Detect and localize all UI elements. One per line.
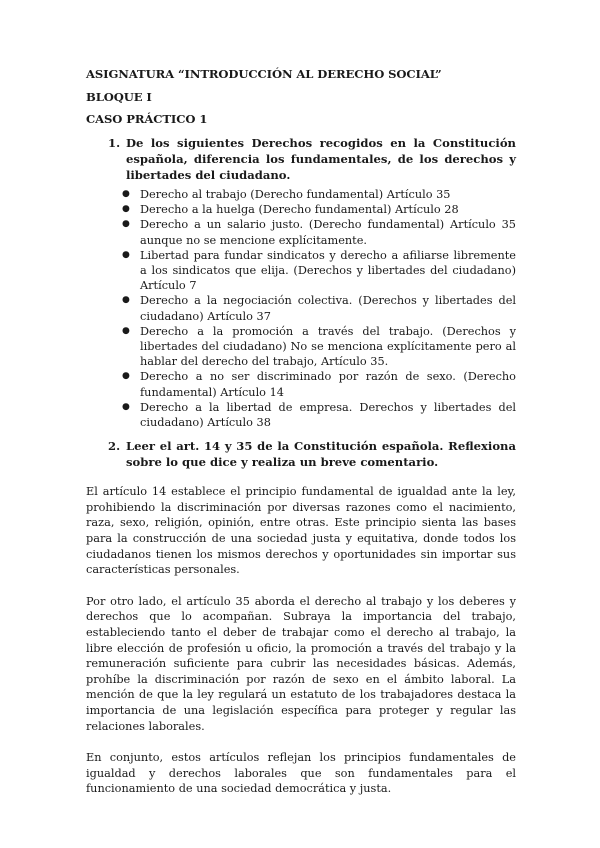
paragraph-article-14: El artículo 14 establece el principio fundamental de igualdad ante la ley, prohibiendo la discriminación por diversas razones como el nacimiento, raza, sexo, religión, opinión, entre otras. Este principio sienta las bases para la construcción de una sociedad justa y equitativa, donde todos los ciudadanos tienen los mismos derechos y oportunidades sin importar sus características personales. (86, 485, 516, 577)
list-item (122, 248, 516, 294)
list-item (122, 324, 516, 370)
bullet-icon: ● (122, 401, 130, 412)
subject-title: ASIGNATURA “INTRODUCCIÓN AL DERECHO SOCIAL” (86, 67, 442, 81)
list-item-text: Derecho a la promoción a través del trabajo. (Derechos y libertades del ciudadano) No se menciona explícitamente pero al hablar del derecho del trabajo, Artículo 35. (140, 324, 516, 369)
bullet-icon: ● (122, 249, 130, 260)
question-2 (108, 438, 516, 470)
bullet-icon: ● (122, 325, 130, 336)
bullet-icon: ● (122, 219, 130, 230)
list-item (122, 217, 516, 247)
paragraph-conclusion: En conjunto, estos artículos reflejan los principios fundamentales de igualdad y derechos laborales que son fundamentales para el funcionamiento de una sociedad democrática y justa. (86, 751, 516, 796)
list-item (122, 187, 516, 202)
list-item (122, 293, 516, 323)
question-1-text: De los siguientes Derechos recogidos en la Constitución española, diferencia los fundamentales, de los derechos y libertades del ciudadano. (126, 136, 516, 182)
question-1-number: 1. (108, 136, 121, 150)
question-2-number: 2. (108, 439, 121, 454)
list-item-text: Derecho a un salario justo. (Derecho fundamental) Artículo 35 aunque no se mencione explícitamente. (140, 218, 516, 247)
list-item-text: Derecho a la negociación colectiva. (Derechos y libertades del ciudadano) Artículo 37 (140, 294, 516, 323)
question-1 (108, 135, 516, 183)
bullet-icon: ● (122, 189, 130, 199)
block-heading: BLOQUE I (86, 90, 152, 104)
list-item-text: Derecho a no ser discriminado por razón de sexo. (Derecho fundamental) Artículo 14 (140, 370, 516, 399)
document-page (86, 66, 516, 813)
paragraph-article-35: Por otro lado, el artículo 35 aborda el derecho al trabajo y los deberes y derechos que lo acompañan. Subraya la importancia del trabajo, estableciendo tanto el deber de trabajar como el derecho al trabajo, la libre elección de profesión u oficio, la promoción a través del trabajo y la remuneración suficiente para cubrir las necesidades básicas. Además, prohíbe la discriminación por razón de sexo en el ámbito laboral. La mención de que la ley regulará un estatuto de los trabajadores destaca la importancia de una legislación específica para proteger y regular las relaciones laborales. (86, 594, 516, 733)
list-item-text: Libertad para fundar sindicatos y derecho a afiliarse libremente a los sindicatos que elija. (Derechos y libertades del ciudadano) Artículo 7 (140, 248, 516, 293)
list-item (122, 202, 516, 217)
bullet-icon: ● (122, 371, 130, 382)
question-2-text: Leer el art. 14 y 35 de la Constitución española. Reflexiona sobre lo que dice y realiza un breve comentario. (126, 439, 516, 470)
list-item (122, 400, 516, 430)
list-item-text: Derecho a la libertad de empresa. Derechos y libertades del ciudadano) Artículo 38 (140, 400, 516, 430)
rights-list (86, 187, 516, 430)
list-item-text: Derecho al trabajo (Derecho fundamental) Artículo 35 (140, 188, 451, 201)
list-item-text: Derecho a la huelga (Derecho fundamental) Artículo 28 (140, 203, 459, 217)
bullet-icon: ● (122, 295, 130, 306)
bullet-icon: ● (122, 204, 130, 215)
case-heading: CASO PRÁCTICO 1 (86, 112, 208, 126)
list-item (122, 369, 516, 399)
